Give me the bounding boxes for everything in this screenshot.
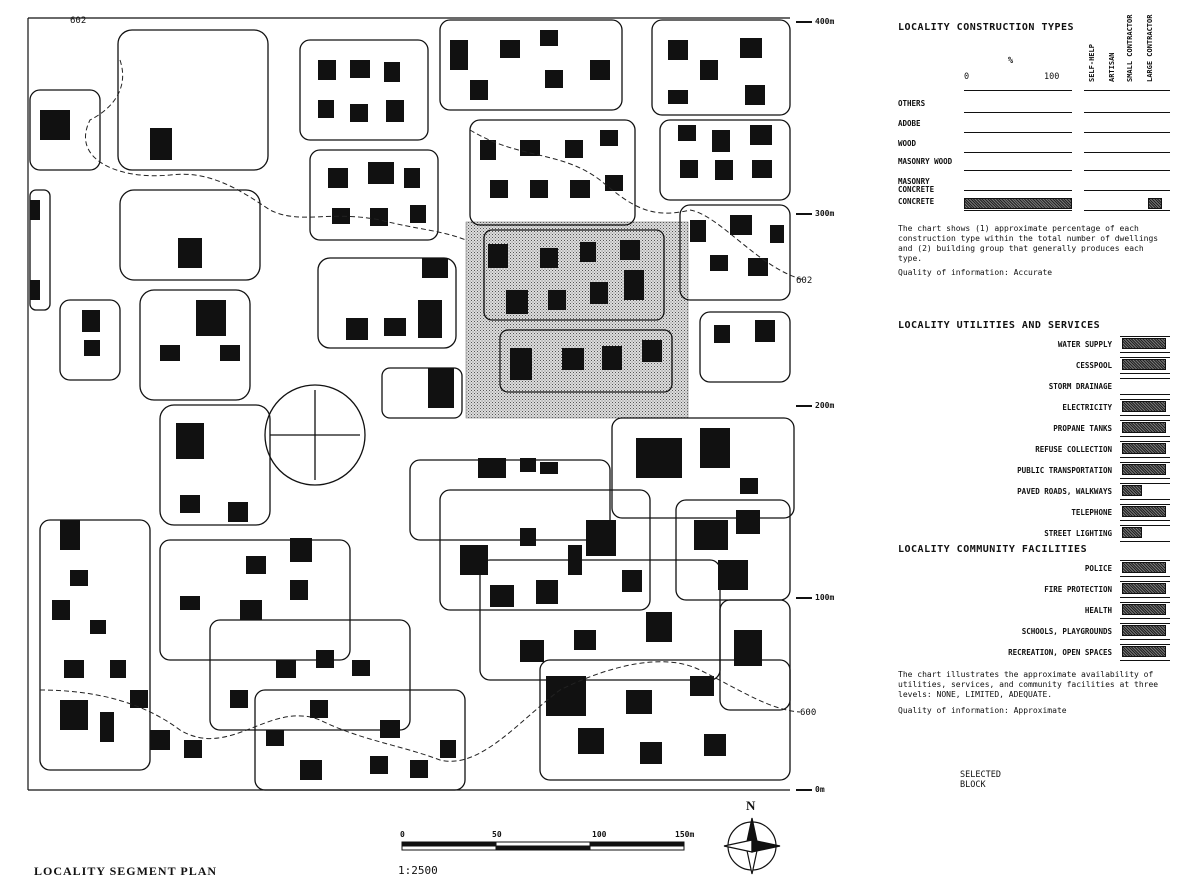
utilities-item-rule-bottom — [1120, 457, 1170, 458]
facilities-level-bar — [1122, 625, 1166, 636]
axis-start: 0 — [964, 72, 970, 82]
scale-bar — [402, 842, 684, 850]
utilities-item-label: PROPANE TANKS — [1053, 424, 1112, 433]
utilities-item-rule-bottom — [1120, 394, 1170, 395]
scale-tick-50: 50 — [492, 830, 502, 839]
facilities-level-bar — [1122, 646, 1166, 657]
elevation-label-0: 0m — [815, 785, 825, 794]
facilities-item-rule-bottom — [1120, 597, 1170, 598]
utilities-item-label: REFUSE COLLECTION — [1035, 445, 1112, 454]
utilities-title: LOCALITY UTILITIES AND SERVICES — [898, 320, 1101, 331]
utilities-item-rule-bottom — [1120, 373, 1170, 374]
utilities-level-bar — [1122, 527, 1142, 538]
facilities-quality: Quality of information: Approximate — [898, 706, 1067, 715]
construction-note: The chart shows (1) approximate percentage of each construction type within the total number of dwellings and (2) building group that generally produces each type. — [898, 224, 1159, 263]
builder-header-large-contractor: LARGE CONTRACTOR — [1146, 14, 1154, 82]
facilities-item-rule-bottom — [1120, 576, 1170, 577]
utilities-item-label: CESSPOOL — [1075, 361, 1112, 370]
facilities-note: The chart illustrates the approximate availability of utilities, services, and community facilities at three levels: NONE, LIMITED, ADEQUATE. — [898, 670, 1159, 699]
utilities-level-bar — [1122, 506, 1166, 517]
facilities-level-bar — [1122, 562, 1166, 573]
scale-tick-150: 150m — [675, 830, 695, 839]
utilities-item-label: TELEPHONE — [1071, 508, 1112, 517]
facilities-item-rule-bottom — [1120, 618, 1170, 619]
utilities-item-rule-top — [1120, 420, 1170, 421]
utilities-item-rule-top — [1120, 441, 1170, 442]
utilities-item-label: STORM DRAINAGE — [1048, 382, 1112, 391]
construction-row-rule — [964, 112, 1072, 113]
facilities-item-rule-top — [1120, 644, 1170, 645]
facilities-item-label: SCHOOLS, PLAYGROUNDS — [1021, 627, 1112, 636]
facilities-item-rule-bottom — [1120, 639, 1170, 640]
facilities-item-rule-top — [1120, 560, 1170, 561]
construction-row-label: ADOBE — [898, 119, 921, 128]
construction-row-rule — [964, 190, 1072, 191]
facilities-item-label: HEALTH — [1084, 606, 1112, 615]
facilities-item-label: POLICE — [1084, 564, 1112, 573]
builder-row-rule — [1084, 170, 1170, 171]
construction-row-label: WOOD — [898, 139, 917, 148]
facilities-item-label: RECREATION, OPEN SPACES — [1008, 648, 1112, 657]
legend-label: SELECTED BLOCK — [960, 770, 1001, 790]
utilities-item-rule-top — [1120, 399, 1170, 400]
utilities-level-bar — [1122, 443, 1166, 454]
utilities-level-bar — [1122, 359, 1166, 370]
utilities-item-label: ELECTRICITY — [1062, 403, 1112, 412]
contour-label-600: 600 — [800, 708, 817, 718]
construction-percent-bar — [964, 198, 1072, 209]
facilities-level-bar — [1122, 583, 1166, 594]
elevation-label-400: 400m — [815, 17, 835, 26]
construction-row-label: OTHERS — [898, 99, 926, 108]
construction-header-rule — [964, 90, 1072, 91]
facilities-title: LOCALITY COMMUNITY FACILITIES — [898, 544, 1088, 555]
facilities-item-rule-bottom — [1120, 660, 1170, 661]
builder-row-rule — [1084, 210, 1170, 211]
elevation-label-200: 200m — [815, 401, 835, 410]
utilities-level-bar — [1122, 338, 1166, 349]
facilities-level-bar — [1122, 604, 1166, 615]
contour-label-602-right: 602 — [796, 276, 813, 286]
utilities-item-label: PAVED ROADS, WALKWAYS — [1017, 487, 1112, 496]
construction-quality: Quality of information: Accurate — [898, 268, 1053, 277]
construction-row-rule — [964, 170, 1072, 171]
construction-row-rule — [964, 210, 1072, 211]
builder-marker — [1148, 198, 1162, 209]
elevation-label-300: 300m — [815, 209, 835, 218]
construction-row-label: MASONRY WOOD — [898, 157, 953, 166]
utilities-item-label: PUBLIC TRANSPORTATION — [1017, 466, 1112, 475]
utilities-item-rule-top — [1120, 525, 1170, 526]
builder-header-self-help: SELF-HELP — [1088, 44, 1096, 82]
utilities-item-rule-top — [1120, 504, 1170, 505]
facilities-item-label: FIRE PROTECTION — [1044, 585, 1112, 594]
utilities-item-rule-bottom — [1120, 541, 1170, 542]
builder-header-rule — [1084, 90, 1170, 91]
utilities-item-rule-bottom — [1120, 352, 1170, 353]
north-arrow-icon — [724, 818, 780, 874]
utilities-item-rule-bottom — [1120, 520, 1170, 521]
builder-header-artisan: ARTISAN — [1108, 52, 1116, 82]
utilities-item-rule-top — [1120, 378, 1170, 379]
roundabout-cross — [270, 390, 360, 480]
facilities-item-rule-top — [1120, 602, 1170, 603]
utilities-item-label: WATER SUPPLY — [1057, 340, 1112, 349]
percent-symbol: % — [1008, 56, 1014, 66]
axis-end: 100 — [1044, 72, 1060, 82]
utilities-item-rule-top — [1120, 336, 1170, 337]
utilities-item-rule-top — [1120, 462, 1170, 463]
facilities-item-rule-top — [1120, 581, 1170, 582]
builder-row-rule — [1084, 132, 1170, 133]
construction-title: LOCALITY CONSTRUCTION TYPES — [898, 22, 1075, 33]
north-label: N — [746, 798, 756, 813]
map-title: LOCALITY SEGMENT PLAN — [34, 864, 218, 878]
facilities-item-rule-top — [1120, 623, 1170, 624]
scale-tick-0: 0 — [400, 830, 405, 839]
scale-ratio: 1:2500 — [398, 864, 438, 877]
utilities-item-rule-bottom — [1120, 415, 1170, 416]
utilities-item-rule-bottom — [1120, 436, 1170, 437]
utilities-item-label: STREET LIGHTING — [1044, 529, 1112, 538]
utilities-item-rule-top — [1120, 357, 1170, 358]
utilities-item-rule-bottom — [1120, 499, 1170, 500]
utilities-item-rule-bottom — [1120, 478, 1170, 479]
contour-label-602-top: 602 — [70, 16, 87, 26]
utilities-level-bar — [1122, 485, 1142, 496]
construction-row-rule — [964, 152, 1072, 153]
utilities-level-bar — [1122, 401, 1166, 412]
elevation-ticks — [796, 22, 812, 790]
utilities-level-bar — [1122, 422, 1166, 433]
scale-tick-100: 100 — [592, 830, 607, 839]
builder-row-rule — [1084, 112, 1170, 113]
builder-row-rule — [1084, 152, 1170, 153]
utilities-level-bar — [1122, 464, 1166, 475]
builder-row-rule — [1084, 190, 1170, 191]
elevation-label-100: 100m — [815, 593, 835, 602]
construction-row-label: MASONRY CONCRETE — [898, 177, 935, 194]
construction-row-rule — [964, 132, 1072, 133]
utilities-item-rule-top — [1120, 483, 1170, 484]
builder-header-small-contractor: SMALL CONTRACTOR — [1126, 14, 1134, 82]
construction-row-label: CONCRETE — [898, 197, 935, 206]
